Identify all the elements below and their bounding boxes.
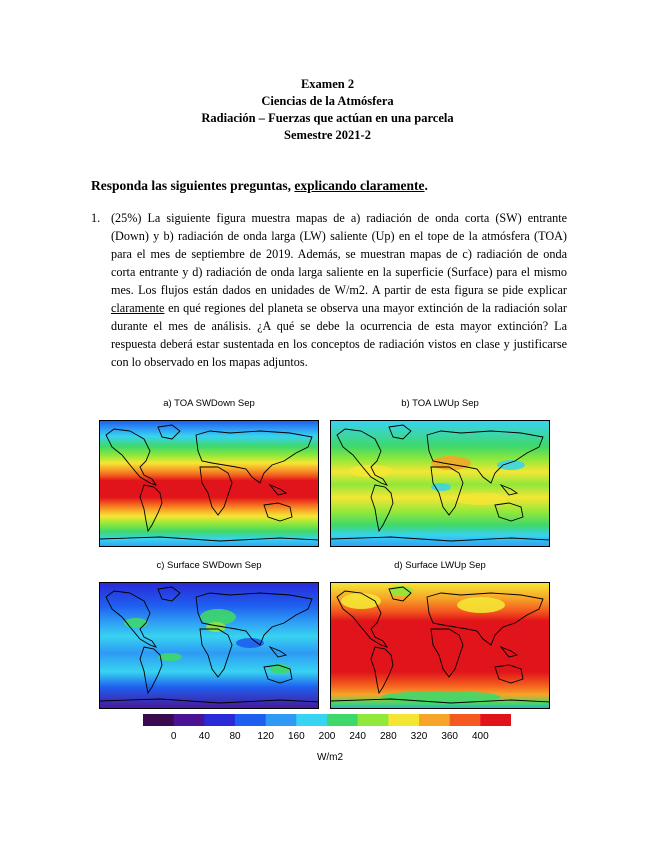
exam-title: Examen 2: [300, 77, 355, 91]
instruction-prefix: Responda las siguientes preguntas,: [91, 178, 295, 193]
map-surface-lwup: [330, 582, 550, 709]
course-name: Ciencias de la Atmósfera: [261, 94, 394, 108]
legend-swatch: [419, 714, 450, 726]
color-legend-bar: [143, 714, 511, 726]
legend-tick-label: 400: [471, 731, 489, 742]
map-toa-lwup-image: [331, 421, 550, 547]
legend-swatch: [480, 714, 511, 726]
legend-tick-label: 320: [410, 731, 428, 742]
map-surface-lwup-image: [331, 583, 550, 709]
legend-swatch: [327, 714, 358, 726]
legend-tick-label: 200: [318, 731, 336, 742]
question-text-part2: en qué regiones del planeta se observa una mayor extinción de la radiación solar durante el mes de análisis. ¿A qué se debe la ocurrencia de esta mayor extinción? La respuesta deberá estar sustentada en los conceptos de radiación vistos en clase y justificarse con lo observado en los mapas adjuntos.: [111, 301, 567, 369]
legend-tick-label: 40: [198, 731, 210, 742]
map-surface-swdown: [99, 582, 319, 709]
legend-tick-label: 80: [229, 731, 241, 742]
question-1: [91, 209, 567, 371]
legend-swatch: [358, 714, 389, 726]
exam-topic: Radiación – Fuerzas que actúan en una parcela: [201, 111, 454, 125]
legend-swatch: [450, 714, 481, 726]
legend-swatch: [388, 714, 419, 726]
question-text: [111, 209, 567, 371]
legend-swatch: [174, 714, 205, 726]
map-surface-swdown-image: [100, 583, 319, 709]
question-text-emphasis: claramente: [111, 301, 165, 315]
instruction: [91, 178, 428, 194]
instruction-suffix: .: [424, 178, 428, 193]
question-number: 1.: [91, 211, 101, 225]
map-toa-swdown: [99, 420, 319, 547]
instruction-emphasis: explicando claramente: [294, 178, 425, 193]
legend-swatch: [266, 714, 297, 726]
legend-unit: W/m2: [316, 752, 344, 763]
map-title-c: c) Surface SWDown Sep: [156, 560, 262, 571]
legend-tick-label: 240: [349, 731, 366, 742]
legend-swatch: [204, 714, 235, 726]
question-text-part1: (25%) La siguiente figura muestra mapas de a) radiación de onda corta (SW) entrante (Down) y b) radiación de onda larga (LW) saliente (Up) en el tope de la atmósfera (TOA) para el mes de septiembre de 2019. Además, se muestran mapas de c) radiación de onda corta entrante y d) radiación de onda larga saliente en la superficie (Surface) para el mismo mes. Los flujos están dados en unidades de W/m2. A partir de esta figura se pide explicar: [111, 211, 567, 297]
map-title-b: b) TOA LWUp Sep: [401, 398, 479, 409]
map-toa-swdown-image: [100, 421, 319, 547]
legend-swatch: [235, 714, 266, 726]
legend-tick-label: 120: [257, 731, 274, 742]
legend-swatch: [296, 714, 327, 726]
legend-tick-label: 280: [379, 731, 397, 742]
map-title-a: a) TOA SWDown Sep: [163, 398, 255, 409]
legend-tick-label: 160: [287, 731, 305, 742]
legend-swatch: [143, 714, 174, 726]
map-toa-lwup: [330, 420, 550, 547]
legend-tick-label: 0: [170, 731, 177, 742]
semester: Semestre 2021-2: [284, 128, 371, 142]
legend-tick-label: 360: [441, 731, 458, 742]
map-title-d: d) Surface LWUp Sep: [394, 560, 486, 571]
exam-header: [0, 76, 655, 144]
